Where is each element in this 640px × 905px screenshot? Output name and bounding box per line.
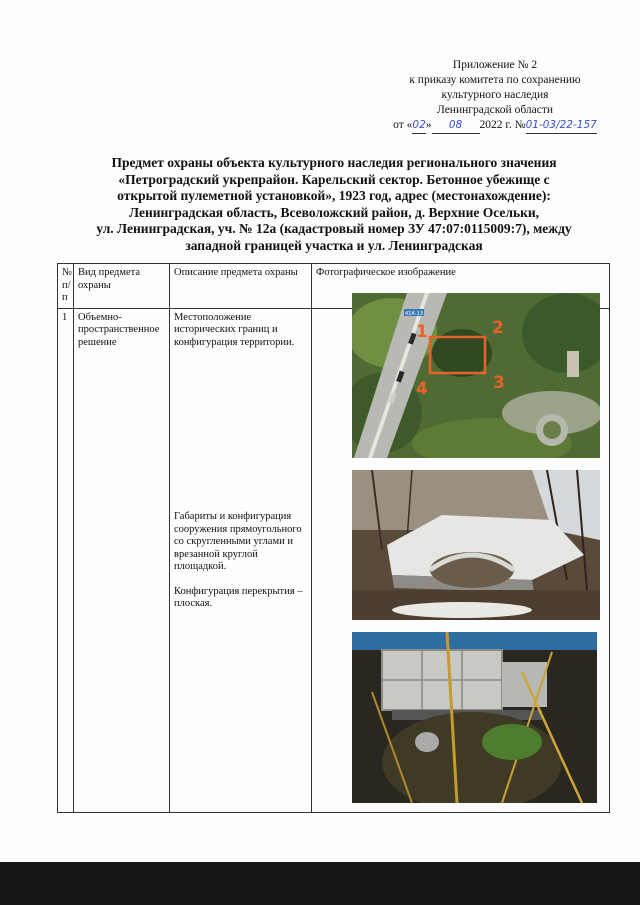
annex-region-line: Ленинградской области [436, 104, 554, 116]
date-mid: » [425, 119, 432, 131]
description-location: Местоположение исторических границ и конфигурация территории. [174, 311, 295, 348]
annex-order-line: к приказу комитета по сохранению [409, 74, 581, 86]
title-line-3: открытой пулеметной установкой», 1923 год, адрес (местонахождение): [117, 188, 551, 204]
bunker-snow-photo [352, 470, 600, 620]
scan-border [0, 862, 640, 905]
header-description: Описание предмета охраны [170, 264, 312, 309]
row-type: Объемно-пространственное решение [74, 308, 170, 813]
header-number: № п/п [58, 264, 74, 309]
annex-header [350, 58, 640, 134]
row-description [170, 308, 312, 813]
road-label: 41К-13 [404, 311, 424, 317]
description-roof: Конфигурация перекрытия – плоская. [174, 585, 303, 609]
marker-2: 2 [492, 318, 504, 338]
title-line-4: Ленинградская область, Всеволожский район, д. Верхние Осельки, [128, 204, 540, 220]
header-photo: Фотографическое изображение [312, 264, 610, 309]
annex-date-line [350, 118, 640, 134]
description-dimensions: Габариты и конфигурация сооружения прямоугольного со скругленными углами и врезанной круглой площадкой. [174, 511, 302, 572]
marker-4: 4 [416, 379, 428, 399]
row-number: 1 [58, 308, 74, 813]
marker-1: 1 [416, 322, 428, 342]
date-month: 08 [432, 118, 480, 134]
annex-committee-line: культурного наследия [441, 89, 549, 101]
marker-3: 3 [493, 373, 505, 393]
document-number: 01-03/22-157 [526, 118, 597, 134]
date-year: 2022 г. № [479, 119, 526, 131]
title-line-5: ул. Ленинградская, уч. № 12а (кадастровый номер ЗУ 47:07:0115009:7), между [96, 221, 572, 237]
title-line-6: западной границей участка и ул. Ленинградская [185, 237, 483, 253]
date-prefix: от « [393, 119, 413, 131]
title-line-2: «Петроградский укрепрайон. Карельский сектор. Бетонное убежище с [118, 171, 550, 187]
header-type: Вид предмета охраны [74, 264, 170, 309]
tanks-photo [352, 632, 597, 803]
title-line-1: Предмет охраны объекта культурного наследия регионального значения [111, 155, 557, 170]
aerial-photo [352, 293, 600, 458]
document-title [60, 155, 608, 255]
date-day: 02 [412, 118, 425, 134]
annex-number: Приложение № 2 [452, 59, 538, 71]
